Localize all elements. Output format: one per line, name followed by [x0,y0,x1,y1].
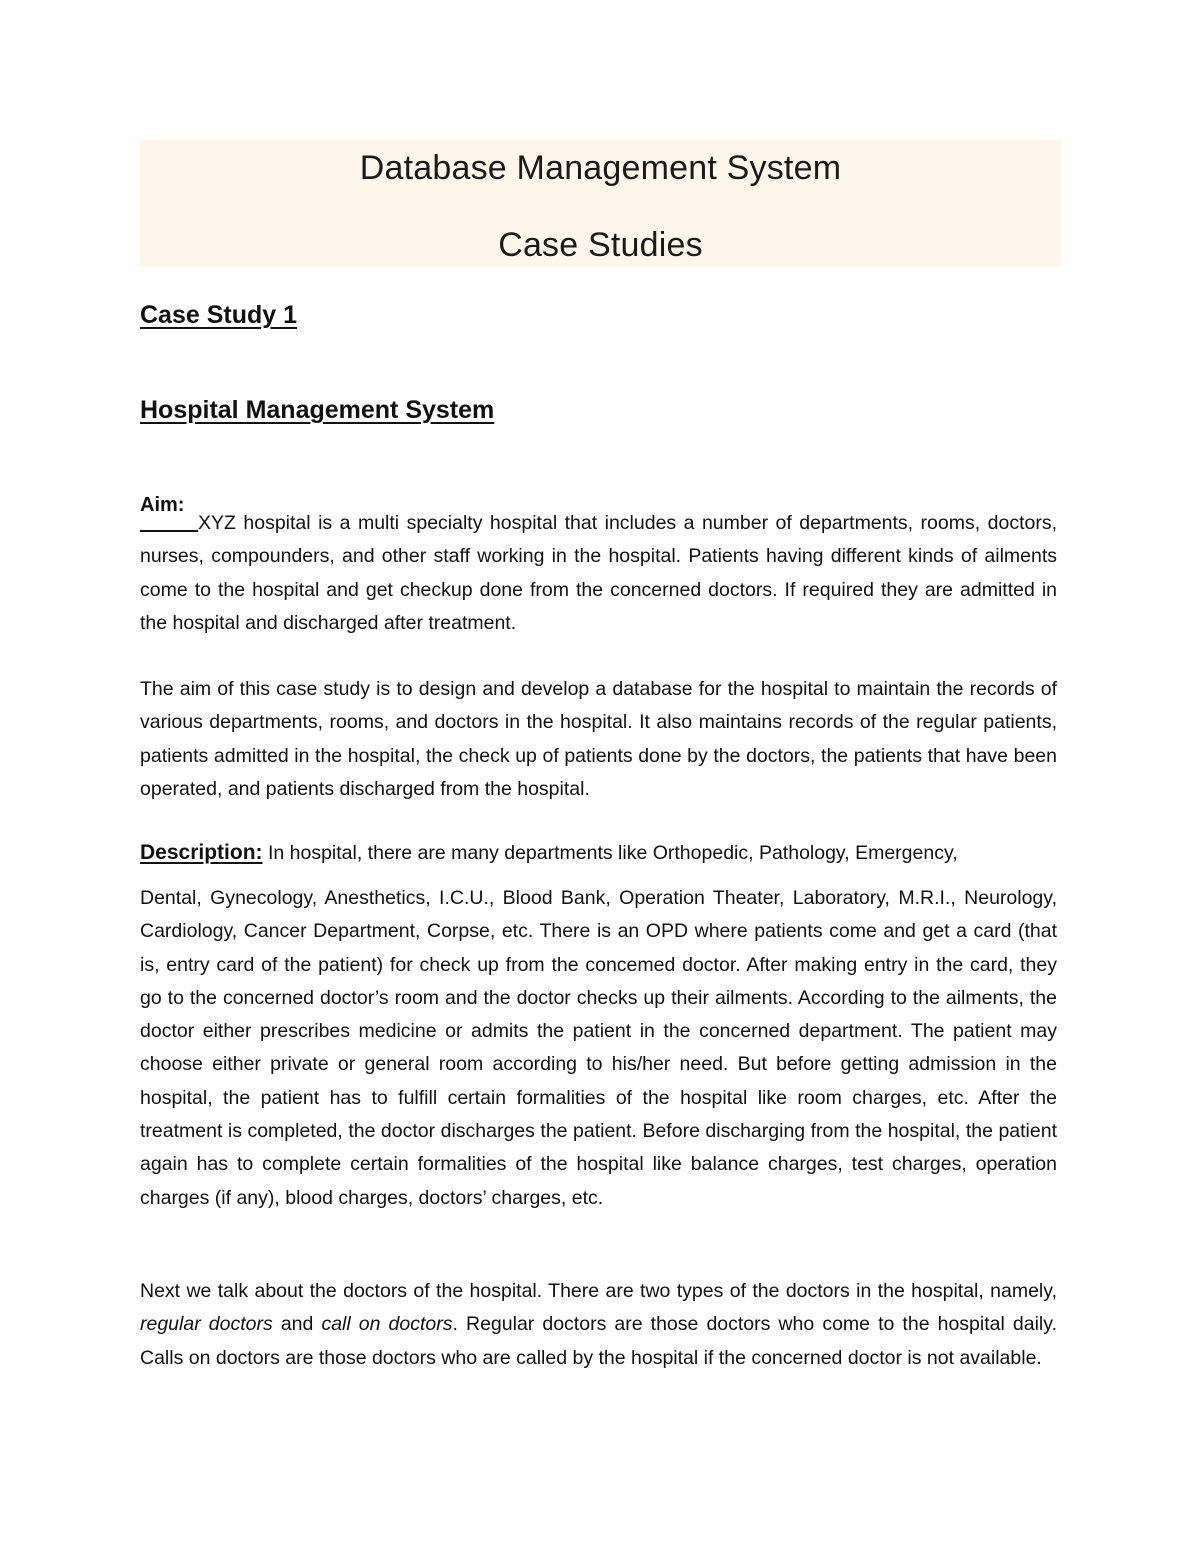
regular-doctors-term: regular doctors [140,1313,273,1336]
document-title: Database Management System [359,149,842,187]
description-first-line-text: In hospital, there are many departments like Orthopedic, Pathology, Emergency, [262,842,958,864]
doctors-and: and [272,1313,322,1336]
call-on-doctors-term: call on doctors [321,1313,453,1336]
aim-paragraph-1-text: XYZ hospital is a multi specialty hospital that includes a number of departments, rooms, doctors, nurses, compounders, and other staff working in the hospital. Patients having different kinds of ailments come to the hospital and get checkup done from the concerned doctors. If required they are admitted in the hospital and discharged after treatment. [140,512,1057,634]
doctors-text-1: Next we talk about the doctors of the hospital. There are two types of the doctors in the hospital, namely, [140,1280,1057,1302]
system-title-heading: Hospital Management System [140,396,495,424]
doctors-paragraph [140,1275,1057,1375]
aim-label: Aim: [140,494,185,516]
aim-paragraph-1 [140,507,1057,640]
description-colon: : [255,841,263,864]
aim-paragraph-2: The aim of this case study is to design and develop a database for the hospital to maintain the records of various departments, rooms, and doctors in the hospital. It also maintains records of the regular patients, patients admitted in the hospital, the check up of patients done by the doctors, the patients that have been operated, and patients discharged from the hospital. [140,678,1057,800]
document-subtitle: Case Studies [498,226,703,264]
doctors-text-2: . Regular doctors are those doctors who come to the hospital daily. Calls on doctors are those doctors who are called by the hospital if the concerned doctor is not available. [140,1313,1057,1369]
description-label: Description [140,841,256,864]
title-banner [140,140,1061,267]
description-paragraph: Dental, Gynecology, Anesthetics, I.C.U., Blood Bank, Operation Theater, Laboratory, M.R.I., Neurology, Cardiology, Cancer Department, Corpse, etc. There is an OPD where patients come and get a card (that is, entry card of the patient) for check up from the concemed doctor. After making entry in the card, they go to the concerned doctor’s room and the doctor checks up their ailments. According to the ailments, the doctor either prescribes medicine or admits the patient in the concerned department. The patient may choose either private or general room according to his/her need. But before getting admission in the hospital, the patient has to fulfill certain formalities of the hospital like room charges, etc. After the treatment is completed, the doctor discharges the patient. Before discharging from the hospital, the patient again has to complete certain formalities of the hospital like balance charges, test charges, operation charges (if any), blood charges, doctors’ charges, etc. [140,887,1057,1209]
underline-blank [140,510,198,532]
case-study-heading: Case Study 1 [140,301,298,329]
description-first-line [140,836,1057,870]
